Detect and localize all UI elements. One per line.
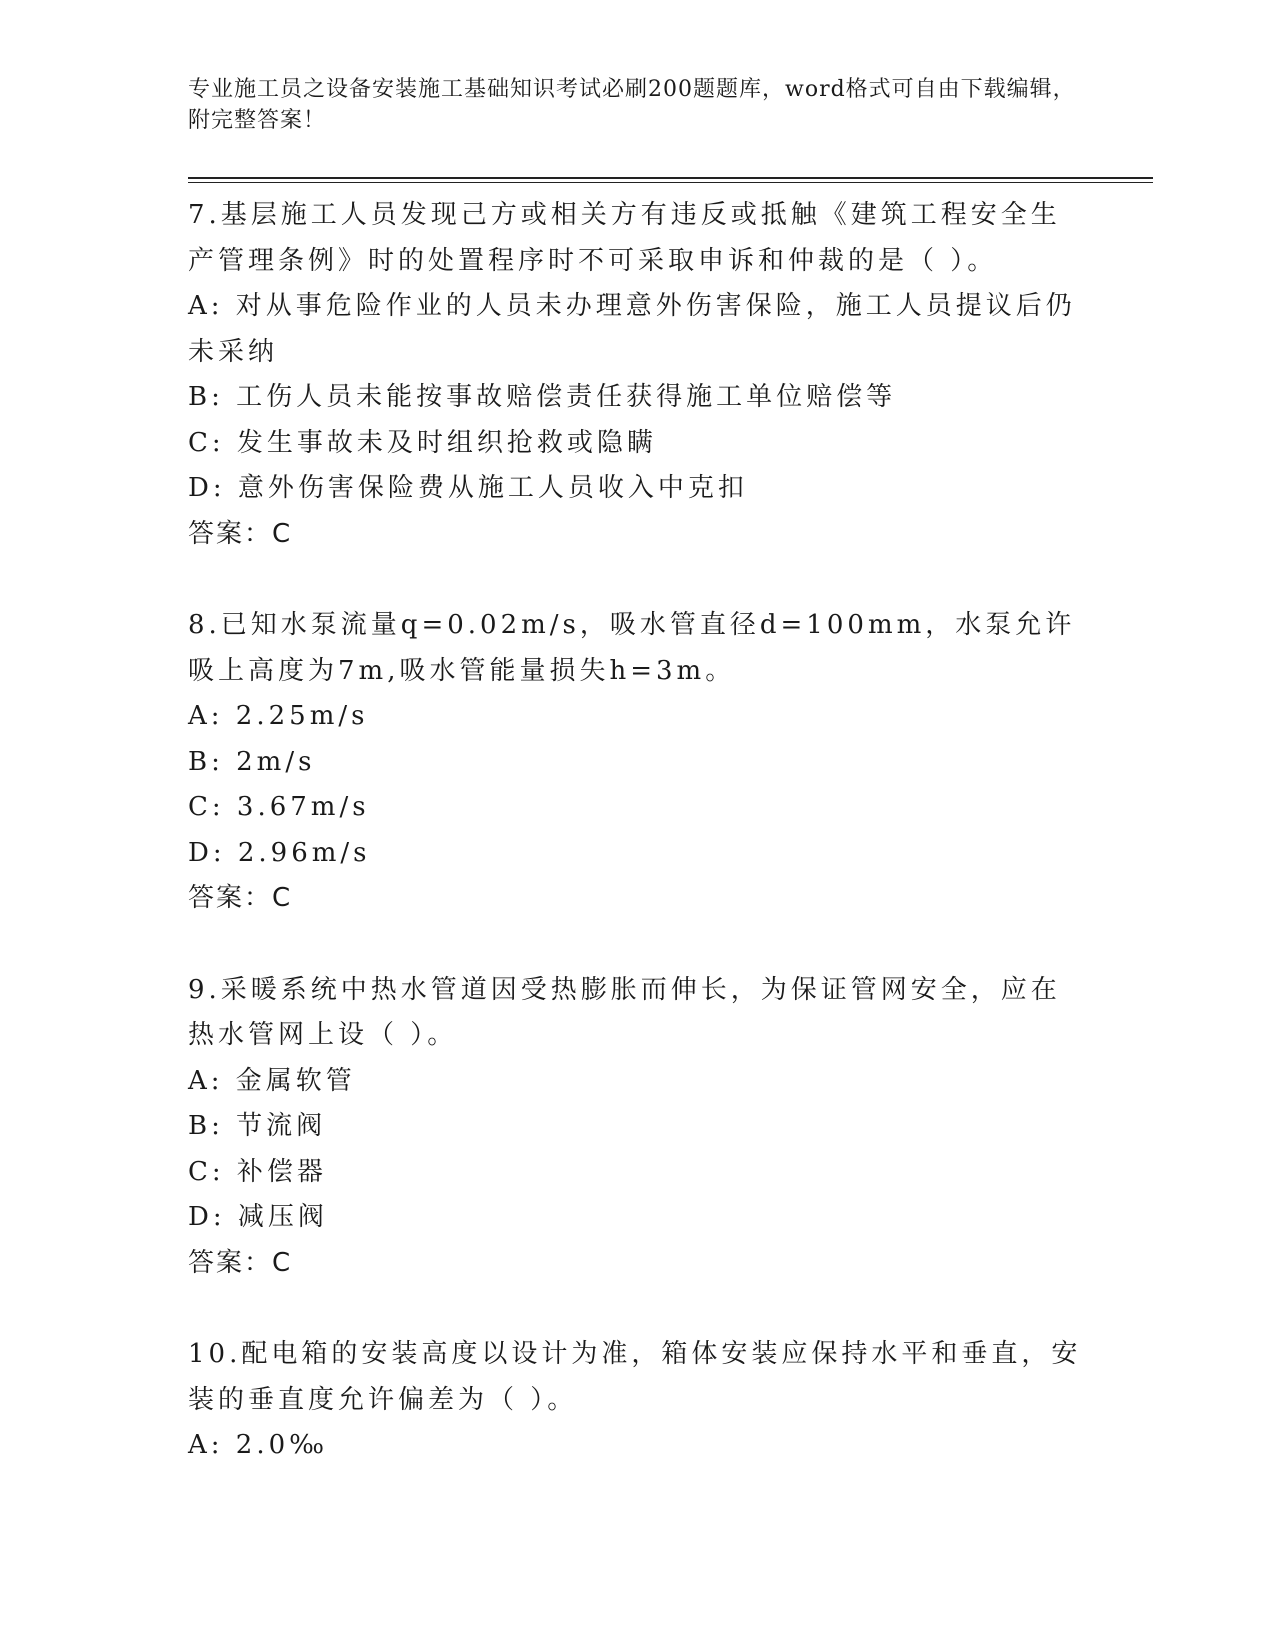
question-10 — [188, 1332, 1088, 1469]
question-7 — [188, 193, 1088, 557]
option-c: C: 3.67m/s — [188, 792, 370, 822]
option-a: A: 对从事危险作业的人员未办理意外伤害保险，施工人员提议后仍未采纳 — [188, 291, 1076, 367]
option-b: B: 工伤人员未能按事故赔偿责任获得施工单位赔偿等 — [188, 382, 897, 412]
option-c: C: 补偿器 — [188, 1156, 327, 1187]
question-8 — [188, 603, 1088, 922]
option-a: A: 2.25m/s — [188, 701, 369, 731]
question-stem: 9.采暖系统中热水管道因受热膨胀而伸长，为保证管网安全，应在热水管网上设（ ）。 — [188, 974, 1061, 1050]
option-a: A: 2.0‰ — [188, 1430, 329, 1460]
option-b: B: 节流阀 — [188, 1111, 327, 1141]
question-stem: 10.配电箱的安装高度以设计为准，箱体安装应保持水平和垂直，安装的垂直度允许偏差为（ ）。 — [188, 1339, 1082, 1415]
option-d: D: 2.96m/s — [188, 837, 371, 868]
answer-line: 答案：C — [188, 518, 293, 549]
question-9 — [188, 968, 1088, 1287]
header-divider — [188, 177, 1153, 183]
answer-line: 答案：C — [188, 883, 293, 913]
option-d: D: 意外伤害保险费从施工人员收入中克扣 — [188, 473, 748, 503]
question-stem: 7.基层施工人员发现己方或相关方有违反或抵触《建筑工程安全生产管理条例》时的处置程序时不可采取申诉和仲裁的是（ ）。 — [188, 200, 1061, 276]
question-list — [188, 193, 1088, 1515]
option-b: B: 2m/s — [188, 746, 316, 777]
answer-line: 答案：C — [188, 1247, 293, 1278]
option-a: A: 金属软管 — [188, 1065, 356, 1096]
option-c: C: 发生事故未及时组织抢救或隐瞒 — [188, 427, 657, 458]
question-stem: 8.已知水泵流量q=0.02m/s，吸水管直径d=100mm，水泵允许吸上高度为7m,吸水管能量损失h=3m。 — [188, 610, 1076, 686]
document-header: 专业施工员之设备安装施工基础知识考试必刷200题题库，word格式可自由下载编辑，附完整答案！ — [188, 77, 1076, 133]
option-d: D: 减压阀 — [188, 1202, 328, 1232]
